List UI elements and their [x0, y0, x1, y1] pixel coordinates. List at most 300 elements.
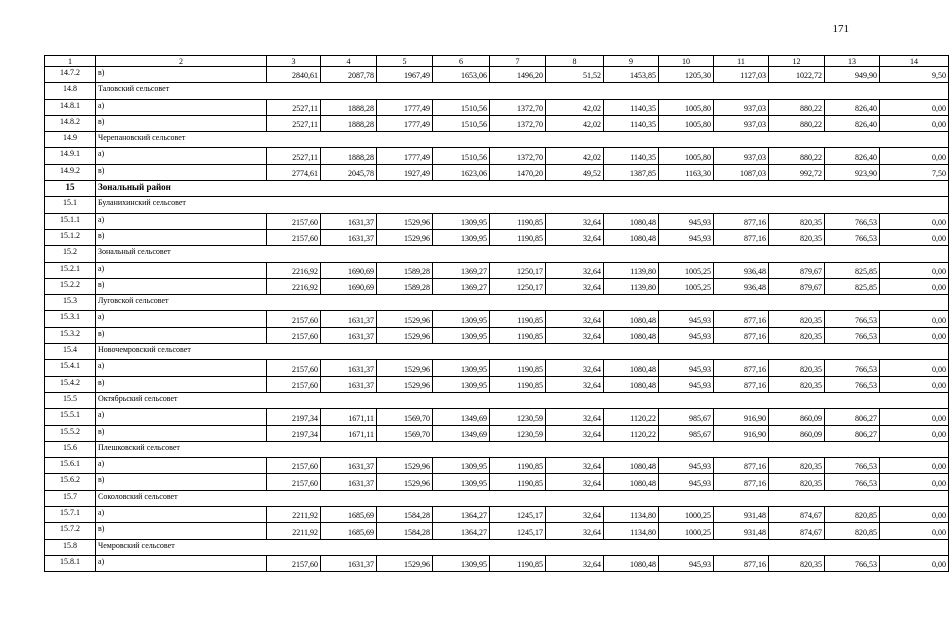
- row-label: а): [96, 555, 267, 571]
- value-cell: 1080,48: [604, 229, 659, 245]
- column-header: 9: [604, 56, 659, 67]
- value-cell: 1369,27: [433, 278, 490, 294]
- row-code: 15.6: [45, 441, 96, 457]
- value-cell: 2197,34: [267, 425, 321, 441]
- value-cell: 1653,06: [433, 67, 490, 83]
- value-cell: 937,03: [714, 99, 769, 115]
- value-cell: 1140,35: [604, 99, 659, 115]
- value-cell: 32,64: [546, 360, 604, 376]
- tariff-table: [44, 55, 949, 572]
- value-cell: 874,67: [769, 507, 825, 523]
- council-name: Чемровский сельсовет: [96, 539, 949, 555]
- value-cell: 1022,72: [769, 67, 825, 83]
- value-cell: 923,90: [825, 164, 880, 180]
- value-cell: 1005,80: [659, 99, 714, 115]
- value-cell: 0,00: [880, 360, 949, 376]
- value-cell: 1349,69: [433, 425, 490, 441]
- value-cell: 826,40: [825, 148, 880, 164]
- value-cell: 2157,60: [267, 229, 321, 245]
- value-cell: 1589,28: [377, 262, 433, 278]
- row-code: 15.4.1: [45, 360, 96, 376]
- row-code: 15.4.2: [45, 376, 96, 392]
- value-cell: 2211,92: [267, 523, 321, 539]
- value-cell: 1671,11: [321, 425, 377, 441]
- value-cell: 1671,11: [321, 409, 377, 425]
- value-cell: 1005,25: [659, 278, 714, 294]
- value-cell: 1529,96: [377, 474, 433, 490]
- value-cell: 877,16: [714, 327, 769, 343]
- table-row: [45, 523, 949, 539]
- value-cell: 32,64: [546, 458, 604, 474]
- value-cell: 916,90: [714, 409, 769, 425]
- value-cell: 1510,56: [433, 115, 490, 131]
- value-cell: 1496,20: [490, 67, 546, 83]
- value-cell: 2774,61: [267, 164, 321, 180]
- row-code: 15.5: [45, 392, 96, 408]
- value-cell: 766,53: [825, 474, 880, 490]
- value-cell: 766,53: [825, 327, 880, 343]
- column-header: 11: [714, 56, 769, 67]
- value-cell: 1005,80: [659, 148, 714, 164]
- row-label: в): [96, 474, 267, 490]
- value-cell: 877,16: [714, 376, 769, 392]
- value-cell: 1087,03: [714, 164, 769, 180]
- value-cell: 0,00: [880, 278, 949, 294]
- value-cell: 1685,69: [321, 507, 377, 523]
- value-cell: 1631,37: [321, 555, 377, 571]
- table-row: [45, 278, 949, 294]
- council-name: Луговской сельсовет: [96, 295, 949, 311]
- value-cell: 1127,03: [714, 67, 769, 83]
- column-header: 6: [433, 56, 490, 67]
- value-cell: 0,00: [880, 507, 949, 523]
- value-cell: 1584,28: [377, 523, 433, 539]
- row-label: в): [96, 164, 267, 180]
- value-cell: 826,40: [825, 99, 880, 115]
- value-cell: 0,00: [880, 115, 949, 131]
- value-cell: 985,67: [659, 409, 714, 425]
- row-code: 15.3: [45, 295, 96, 311]
- value-cell: 51,52: [546, 67, 604, 83]
- value-cell: 1080,48: [604, 555, 659, 571]
- value-cell: 1569,70: [377, 409, 433, 425]
- table-row: [45, 164, 949, 180]
- value-cell: 1120,22: [604, 425, 659, 441]
- council-heading-row: [45, 83, 949, 99]
- value-cell: 880,22: [769, 99, 825, 115]
- row-label: в): [96, 425, 267, 441]
- value-cell: 9,50: [880, 67, 949, 83]
- value-cell: 1387,85: [604, 164, 659, 180]
- row-code: 14.8.2: [45, 115, 96, 131]
- value-cell: 1309,95: [433, 327, 490, 343]
- council-heading-row: [45, 539, 949, 555]
- value-cell: 0,00: [880, 474, 949, 490]
- value-cell: 1888,28: [321, 148, 377, 164]
- district-heading-row: [45, 181, 949, 197]
- row-label: а): [96, 262, 267, 278]
- value-cell: 2157,60: [267, 360, 321, 376]
- value-cell: 825,85: [825, 262, 880, 278]
- row-code: 14.9.2: [45, 164, 96, 180]
- value-cell: 1309,95: [433, 229, 490, 245]
- value-cell: 1631,37: [321, 213, 377, 229]
- value-cell: 0,00: [880, 229, 949, 245]
- value-cell: 1372,70: [490, 148, 546, 164]
- value-cell: 820,35: [769, 474, 825, 490]
- value-cell: 1777,49: [377, 148, 433, 164]
- value-cell: 949,90: [825, 67, 880, 83]
- value-cell: 826,40: [825, 115, 880, 131]
- value-cell: 1685,69: [321, 523, 377, 539]
- row-label: а): [96, 507, 267, 523]
- value-cell: 1309,95: [433, 311, 490, 327]
- value-cell: 820,35: [769, 229, 825, 245]
- page-number: 171: [832, 23, 849, 35]
- row-label: в): [96, 278, 267, 294]
- value-cell: 1190,85: [490, 311, 546, 327]
- value-cell: 1631,37: [321, 376, 377, 392]
- value-cell: 1470,20: [490, 164, 546, 180]
- table-row: [45, 311, 949, 327]
- value-cell: 820,35: [769, 311, 825, 327]
- value-cell: 1005,80: [659, 115, 714, 131]
- value-cell: 1529,96: [377, 311, 433, 327]
- value-cell: 1309,95: [433, 555, 490, 571]
- row-label: а): [96, 360, 267, 376]
- value-cell: 879,67: [769, 278, 825, 294]
- value-cell: 2527,11: [267, 115, 321, 131]
- value-cell: 1309,95: [433, 360, 490, 376]
- row-label: в): [96, 67, 267, 83]
- column-header: 8: [546, 56, 604, 67]
- value-cell: 820,35: [769, 376, 825, 392]
- value-cell: 2157,60: [267, 474, 321, 490]
- value-cell: 0,00: [880, 523, 949, 539]
- value-cell: 1080,48: [604, 474, 659, 490]
- row-code: 15.3.2: [45, 327, 96, 343]
- value-cell: 2087,78: [321, 67, 377, 83]
- row-code: 15.6.1: [45, 458, 96, 474]
- value-cell: 1529,96: [377, 376, 433, 392]
- column-header: 14: [880, 56, 949, 67]
- row-label: а): [96, 99, 267, 115]
- value-cell: 937,03: [714, 115, 769, 131]
- value-cell: 1888,28: [321, 99, 377, 115]
- council-heading-row: [45, 392, 949, 408]
- value-cell: 1190,85: [490, 555, 546, 571]
- value-cell: 916,90: [714, 425, 769, 441]
- value-cell: 1631,37: [321, 474, 377, 490]
- value-cell: 766,53: [825, 229, 880, 245]
- value-cell: 880,22: [769, 148, 825, 164]
- value-cell: 1190,85: [490, 229, 546, 245]
- value-cell: 1190,85: [490, 458, 546, 474]
- value-cell: 32,64: [546, 229, 604, 245]
- value-cell: 2157,60: [267, 555, 321, 571]
- value-cell: 877,16: [714, 458, 769, 474]
- value-cell: 1139,80: [604, 278, 659, 294]
- value-cell: 1589,28: [377, 278, 433, 294]
- value-cell: 1163,30: [659, 164, 714, 180]
- table-row: [45, 425, 949, 441]
- value-cell: 2157,60: [267, 458, 321, 474]
- value-cell: 936,48: [714, 262, 769, 278]
- value-cell: 877,16: [714, 311, 769, 327]
- value-cell: 2157,60: [267, 327, 321, 343]
- value-cell: 1190,85: [490, 327, 546, 343]
- value-cell: 1250,17: [490, 278, 546, 294]
- value-cell: 0,00: [880, 311, 949, 327]
- value-cell: 877,16: [714, 474, 769, 490]
- value-cell: 820,35: [769, 555, 825, 571]
- value-cell: 806,27: [825, 409, 880, 425]
- table-row: [45, 213, 949, 229]
- value-cell: 42,02: [546, 115, 604, 131]
- value-cell: 825,85: [825, 278, 880, 294]
- value-cell: 1927,49: [377, 164, 433, 180]
- council-heading-row: [45, 441, 949, 457]
- value-cell: 766,53: [825, 311, 880, 327]
- column-header: 10: [659, 56, 714, 67]
- value-cell: 32,64: [546, 474, 604, 490]
- row-code: 14.9.1: [45, 148, 96, 164]
- value-cell: 1777,49: [377, 115, 433, 131]
- council-heading-row: [45, 344, 949, 360]
- value-cell: 766,53: [825, 360, 880, 376]
- column-header: 2: [96, 56, 267, 67]
- row-label: в): [96, 229, 267, 245]
- value-cell: 32,64: [546, 507, 604, 523]
- council-heading-row: [45, 295, 949, 311]
- value-cell: 1309,95: [433, 474, 490, 490]
- value-cell: 945,93: [659, 376, 714, 392]
- value-cell: 1690,69: [321, 278, 377, 294]
- table-row: [45, 555, 949, 571]
- value-cell: 32,64: [546, 327, 604, 343]
- table-row: [45, 458, 949, 474]
- value-cell: 1529,96: [377, 458, 433, 474]
- council-name: Соколовский сельсовет: [96, 490, 949, 506]
- table-row: [45, 115, 949, 131]
- value-cell: 879,67: [769, 262, 825, 278]
- value-cell: 1631,37: [321, 458, 377, 474]
- district-name: Зональный район: [96, 181, 949, 197]
- value-cell: 931,48: [714, 523, 769, 539]
- row-label: а): [96, 148, 267, 164]
- value-cell: 1309,95: [433, 458, 490, 474]
- council-name: Буланихинский сельсовет: [96, 197, 949, 213]
- value-cell: 32,64: [546, 555, 604, 571]
- value-cell: 1120,22: [604, 409, 659, 425]
- table-row: [45, 99, 949, 115]
- value-cell: 1369,27: [433, 262, 490, 278]
- value-cell: 0,00: [880, 148, 949, 164]
- value-cell: 0,00: [880, 262, 949, 278]
- value-cell: 0,00: [880, 213, 949, 229]
- value-cell: 766,53: [825, 555, 880, 571]
- value-cell: 860,09: [769, 425, 825, 441]
- value-cell: 1080,48: [604, 458, 659, 474]
- value-cell: 2216,92: [267, 262, 321, 278]
- value-cell: 1349,69: [433, 409, 490, 425]
- council-heading-row: [45, 132, 949, 148]
- value-cell: 32,64: [546, 425, 604, 441]
- row-code: 14.7.2: [45, 67, 96, 83]
- value-cell: 2216,92: [267, 278, 321, 294]
- value-cell: 945,93: [659, 311, 714, 327]
- value-cell: 0,00: [880, 99, 949, 115]
- value-cell: 0,00: [880, 409, 949, 425]
- value-cell: 860,09: [769, 409, 825, 425]
- value-cell: 1309,95: [433, 376, 490, 392]
- value-cell: 1967,49: [377, 67, 433, 83]
- value-cell: 1529,96: [377, 555, 433, 571]
- value-cell: 42,02: [546, 99, 604, 115]
- row-code: 15.4: [45, 344, 96, 360]
- value-cell: 1245,17: [490, 523, 546, 539]
- table-row: [45, 360, 949, 376]
- value-cell: 1080,48: [604, 376, 659, 392]
- row-code: 15.2.2: [45, 278, 96, 294]
- value-cell: 1005,25: [659, 262, 714, 278]
- row-label: а): [96, 311, 267, 327]
- value-cell: 2211,92: [267, 507, 321, 523]
- value-cell: 985,67: [659, 425, 714, 441]
- row-label: в): [96, 115, 267, 131]
- table-row: [45, 262, 949, 278]
- value-cell: 1623,06: [433, 164, 490, 180]
- value-cell: 1139,80: [604, 262, 659, 278]
- row-code: 14.8: [45, 83, 96, 99]
- column-header: 1: [45, 56, 96, 67]
- column-header: 4: [321, 56, 377, 67]
- table-row: [45, 474, 949, 490]
- row-code: 15.1: [45, 197, 96, 213]
- value-cell: 877,16: [714, 555, 769, 571]
- value-cell: 0,00: [880, 555, 949, 571]
- value-cell: 1777,49: [377, 99, 433, 115]
- value-cell: 1690,69: [321, 262, 377, 278]
- row-label: а): [96, 213, 267, 229]
- value-cell: 42,02: [546, 148, 604, 164]
- row-code: 15.5.1: [45, 409, 96, 425]
- table-row: [45, 229, 949, 245]
- value-cell: 945,93: [659, 360, 714, 376]
- value-cell: 945,93: [659, 474, 714, 490]
- value-cell: 49,52: [546, 164, 604, 180]
- column-header: 7: [490, 56, 546, 67]
- value-cell: 32,64: [546, 523, 604, 539]
- value-cell: 1529,96: [377, 213, 433, 229]
- council-heading-row: [45, 246, 949, 262]
- value-cell: 806,27: [825, 425, 880, 441]
- value-cell: 2157,60: [267, 311, 321, 327]
- value-cell: 1080,48: [604, 311, 659, 327]
- value-cell: 2157,60: [267, 376, 321, 392]
- value-cell: 1364,27: [433, 507, 490, 523]
- row-code: 14.8.1: [45, 99, 96, 115]
- value-cell: 32,64: [546, 213, 604, 229]
- value-cell: 945,93: [659, 555, 714, 571]
- row-code: 15.1.2: [45, 229, 96, 245]
- value-cell: 945,93: [659, 213, 714, 229]
- value-cell: 0,00: [880, 376, 949, 392]
- value-cell: 945,93: [659, 327, 714, 343]
- row-code: 15: [45, 181, 96, 197]
- column-header: 12: [769, 56, 825, 67]
- value-cell: 1631,37: [321, 360, 377, 376]
- value-cell: 0,00: [880, 327, 949, 343]
- value-cell: 820,35: [769, 360, 825, 376]
- value-cell: 1134,80: [604, 507, 659, 523]
- value-cell: 1631,37: [321, 311, 377, 327]
- value-cell: 1230,59: [490, 425, 546, 441]
- value-cell: 2157,60: [267, 213, 321, 229]
- table-row: [45, 327, 949, 343]
- row-label: в): [96, 523, 267, 539]
- row-label: а): [96, 409, 267, 425]
- column-header-row: [45, 56, 949, 67]
- value-cell: 2197,34: [267, 409, 321, 425]
- council-name: Зональный сельсовет: [96, 246, 949, 262]
- value-cell: 1364,27: [433, 523, 490, 539]
- value-cell: 2840,61: [267, 67, 321, 83]
- value-cell: 32,64: [546, 376, 604, 392]
- council-name: Таловский сельсовет: [96, 83, 949, 99]
- council-name: Октябрьский сельсовет: [96, 392, 949, 408]
- value-cell: 877,16: [714, 360, 769, 376]
- row-code: 15.2.1: [45, 262, 96, 278]
- row-code: 15.3.1: [45, 311, 96, 327]
- council-heading-row: [45, 197, 949, 213]
- value-cell: 820,35: [769, 327, 825, 343]
- value-cell: 2527,11: [267, 99, 321, 115]
- row-code: 15.1.1: [45, 213, 96, 229]
- value-cell: 1888,28: [321, 115, 377, 131]
- value-cell: 1000,25: [659, 507, 714, 523]
- value-cell: 874,67: [769, 523, 825, 539]
- value-cell: 945,93: [659, 458, 714, 474]
- row-code: 15.6.2: [45, 474, 96, 490]
- value-cell: 877,16: [714, 213, 769, 229]
- value-cell: 880,22: [769, 115, 825, 131]
- council-name: Плешковский сельсовет: [96, 441, 949, 457]
- value-cell: 1190,85: [490, 474, 546, 490]
- value-cell: 766,53: [825, 458, 880, 474]
- column-header: 13: [825, 56, 880, 67]
- value-cell: 820,85: [825, 507, 880, 523]
- table-row: [45, 409, 949, 425]
- value-cell: 1080,48: [604, 327, 659, 343]
- value-cell: 1190,85: [490, 376, 546, 392]
- value-cell: 937,03: [714, 148, 769, 164]
- value-cell: 2527,11: [267, 148, 321, 164]
- table-row: [45, 67, 949, 83]
- value-cell: 931,48: [714, 507, 769, 523]
- value-cell: 820,35: [769, 458, 825, 474]
- value-cell: 32,64: [546, 409, 604, 425]
- value-cell: 1190,85: [490, 360, 546, 376]
- column-header: 3: [267, 56, 321, 67]
- row-code: 15.8.1: [45, 555, 96, 571]
- value-cell: 1510,56: [433, 148, 490, 164]
- row-code: 15.8: [45, 539, 96, 555]
- value-cell: 766,53: [825, 376, 880, 392]
- value-cell: 32,64: [546, 262, 604, 278]
- value-cell: 2045,78: [321, 164, 377, 180]
- row-code: 15.7.2: [45, 523, 96, 539]
